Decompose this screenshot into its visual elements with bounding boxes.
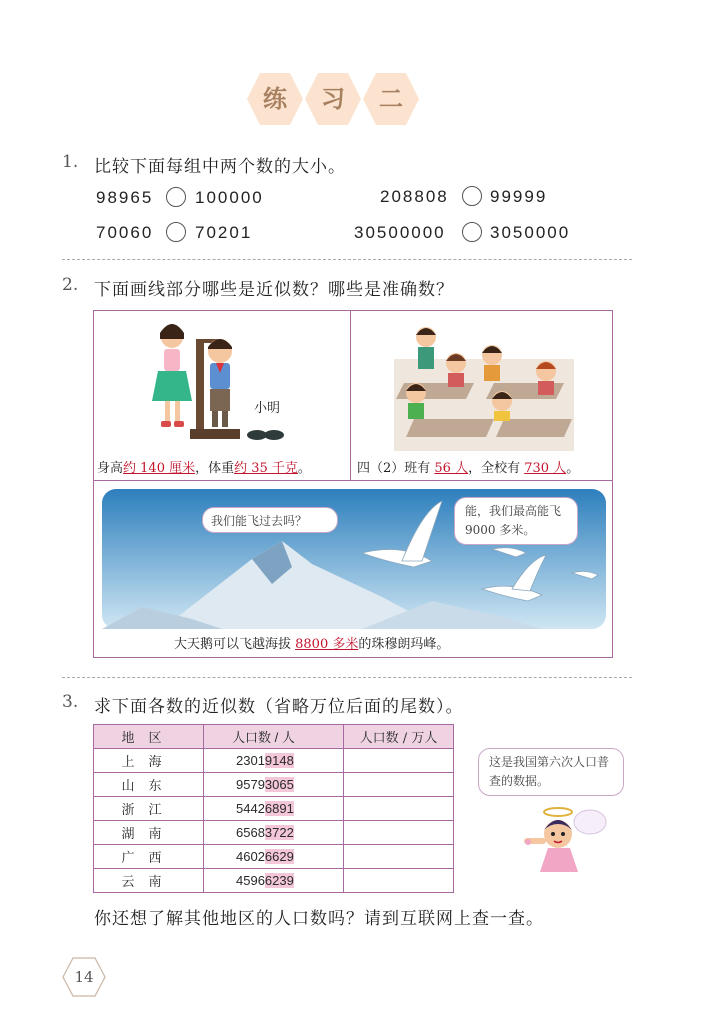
classroom-illustration: [394, 319, 574, 451]
q1-pair1-a: 98965: [96, 188, 154, 207]
q3-footer-text: 你还想了解其他地区的人口数吗？请到互联网上查一查。: [94, 909, 544, 929]
header-population-10k: 人口数 / 万人: [344, 725, 454, 749]
page-number: 14: [74, 968, 94, 986]
header-population-people: 人口数 / 人: [204, 725, 344, 749]
title-hexagon: [362, 72, 420, 126]
highlighted-digits: 3065: [264, 777, 294, 792]
population-cell: 46026629: [204, 845, 344, 869]
class-population-caption: 四（2）班有 56 人，全校有 730 人。: [357, 461, 580, 476]
highlighted-digits: 3722: [264, 825, 294, 840]
speech-bubble-answer: 能，我们最高能飞 9000 多米。: [454, 497, 578, 545]
population-cell: 65683722: [204, 821, 344, 845]
table-row: [94, 845, 454, 869]
highlighted-digits: 9148: [264, 753, 294, 768]
answer-cell[interactable]: [344, 749, 454, 773]
q1-text: 比较下面每组中两个数的大小。: [94, 157, 346, 177]
region-cell: 云南: [94, 869, 204, 893]
section-divider: [62, 677, 632, 678]
underlined-quantity: 730 人: [524, 461, 567, 476]
highlighted-digits: 6239: [264, 873, 294, 888]
q3-text: 求下面各数的近似数（省略万位后面的尾数）。: [94, 697, 464, 717]
table-row: [94, 821, 454, 845]
table-row: [94, 869, 454, 893]
title-hexagon: [304, 72, 362, 126]
compare-circle[interactable]: [462, 222, 482, 242]
q3-number: 3.: [62, 692, 79, 712]
table-row: [94, 749, 454, 773]
q1-pair2-a: 208808: [380, 187, 449, 206]
xiaoming-label: 小明: [254, 401, 281, 416]
table-row: [94, 773, 454, 797]
table-header-row: [94, 725, 454, 749]
table-row: [94, 797, 454, 821]
page-number-badge: [62, 957, 106, 997]
region-cell: 湖南: [94, 821, 204, 845]
exercise-title: [246, 72, 478, 126]
section-divider: [62, 259, 632, 260]
answer-cell[interactable]: [344, 869, 454, 893]
compare-circle[interactable]: [166, 222, 186, 242]
q1-pair4-b: 3050000: [490, 223, 571, 242]
answer-cell[interactable]: [344, 821, 454, 845]
speech-bubble-question: 我们能飞过去吗？: [202, 507, 338, 533]
region-cell: 上海: [94, 749, 204, 773]
underlined-quantity: 56 人: [434, 461, 469, 476]
highlighted-digits: 6891: [264, 801, 294, 816]
q2-text: 下面画线部分哪些是近似数？哪些是准确数？: [94, 280, 454, 300]
census-note-bubble: 这是我国第六次人口普查的数据。: [478, 748, 624, 796]
q2-number: 2.: [62, 275, 79, 295]
height-weight-caption: 身高约 140 厘米，体重约 35 千克。: [97, 461, 311, 476]
population-table: [93, 724, 454, 893]
q1-pair2-b: 99999: [490, 187, 548, 206]
answer-cell[interactable]: [344, 797, 454, 821]
q2-picture-panel: [93, 310, 613, 658]
q1-pair1-b: 100000: [195, 188, 264, 207]
title-hexagon: [246, 72, 304, 126]
compare-circle[interactable]: [166, 187, 186, 207]
population-cell: 45966239: [204, 869, 344, 893]
underlined-quantity: 8800 多米: [295, 637, 359, 652]
underlined-quantity: 约 35 千克: [234, 461, 298, 476]
q1-pair4-a: 30500000: [354, 223, 446, 242]
population-cell: 23019148: [204, 749, 344, 773]
underlined-quantity: 约 140 厘米: [123, 461, 196, 476]
region-cell: 山东: [94, 773, 204, 797]
measuring-height-illustration: [142, 317, 292, 445]
population-cell: 54426891: [204, 797, 344, 821]
title-char-1: 练: [263, 84, 287, 113]
panel-divider: [350, 311, 351, 480]
angel-mascot-illustration: [520, 800, 612, 884]
population-cell: 95793065: [204, 773, 344, 797]
header-region: 地区: [94, 725, 204, 749]
q1-pair3-b: 70201: [195, 223, 253, 242]
q1-number: 1.: [62, 152, 79, 172]
region-cell: 广西: [94, 845, 204, 869]
answer-cell[interactable]: [344, 845, 454, 869]
highlighted-digits: 6629: [264, 849, 294, 864]
answer-cell[interactable]: [344, 773, 454, 797]
compare-circle[interactable]: [462, 186, 482, 206]
title-char-3: 二: [379, 84, 403, 113]
region-cell: 浙江: [94, 797, 204, 821]
q1-pair3-a: 70060: [96, 223, 154, 242]
title-char-2: 习: [321, 84, 345, 113]
panel-divider: [94, 480, 612, 481]
everest-caption: 大天鹅可以飞越海拔 8800 多米的珠穆朗玛峰。: [174, 637, 450, 652]
